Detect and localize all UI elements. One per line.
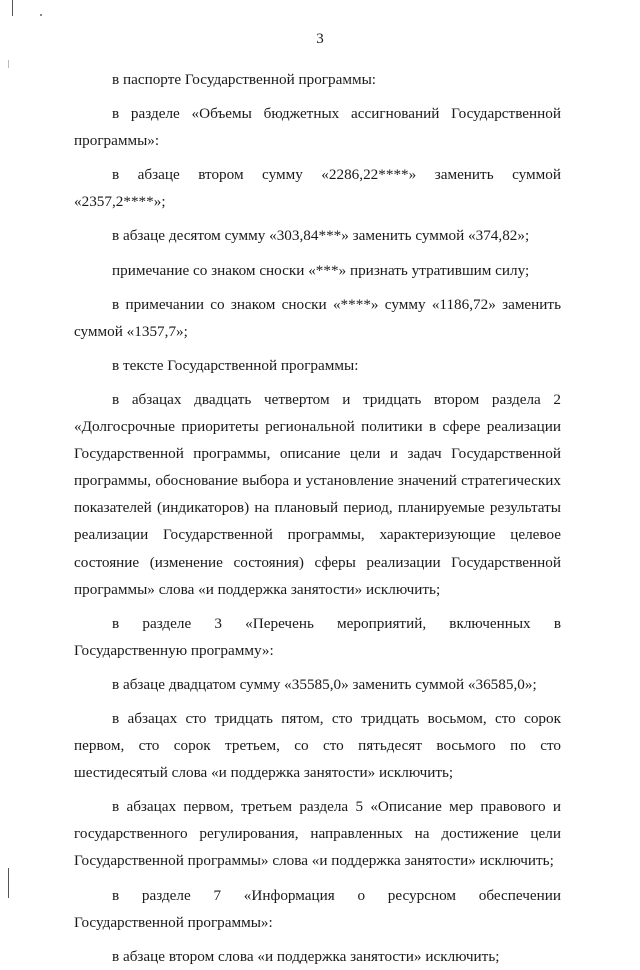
paragraph: в абзаце втором слова «и поддержка занятости» исключить; [112,947,500,965]
paragraph: в абзаце двадцатом сумму «35585,0» заменить суммой «36585,0»; [112,675,537,693]
paragraph: в тексте Государственной программы: [112,356,359,374]
paragraph: в паспорте Государственной программы: [112,71,377,88]
page-number: 3 [316,31,324,47]
paragraph: в абзацах двадцать четвертом и тридцать втором раздела 2 «Долгосрочные приоритеты региональной политики в сфере реализации Государственной программы, описание цели и задач Государственной программы, обоснование выбора и установление значений стратегических показателей (индикаторов) на плановый период, планируемые результаты реализации Государственной программы, характеризующие целевое состояние (изменение состояния) сферы реализации Государственной программы» слова «и поддержка занятости» исключить; [74,390,561,598]
paragraph: в абзаце десятом сумму «303,84***» заменить суммой «374,82»; [112,227,530,245]
scan-edge-mark [12,0,13,16]
paragraph: в примечании со знаком сноски «****» сумму «1186,72» заменить суммой «1357,7»; [74,295,561,340]
paragraph: в разделе 3 «Перечень мероприятий, включенных в Государственную программу»: [74,614,561,659]
paragraph: в абзаце втором сумму «2286,22****» заменить суммой «2357,2****»; [74,166,561,211]
scan-edge-mark [8,868,9,898]
paragraph: в абзацах первом, третьем раздела 5 «Описание мер правового и государственного регулирования, направленных на достижение цели Государственной программы» слова «и поддержка занятости» исключить; [74,798,561,870]
scan-dot-mark [40,14,42,16]
paragraph: в разделе 7 «Информация о ресурсном обеспечении Государственной программы»: [74,886,561,931]
paragraph: примечание со знаком сноски «***» признать утратившим силу; [112,261,530,279]
document-body [74,66,561,970]
paragraph: в разделе «Объемы бюджетных ассигнований Государственной программы»: [74,105,561,150]
paragraph: в абзацах сто тридцать пятом, сто тридцать восьмом, сто сорок первом, сто сорок третьем, со сто пятьдесят восьмого по сто шестидесятый слова «и поддержка занятости» исключить; [74,709,561,782]
scan-edge-mark [8,60,9,68]
